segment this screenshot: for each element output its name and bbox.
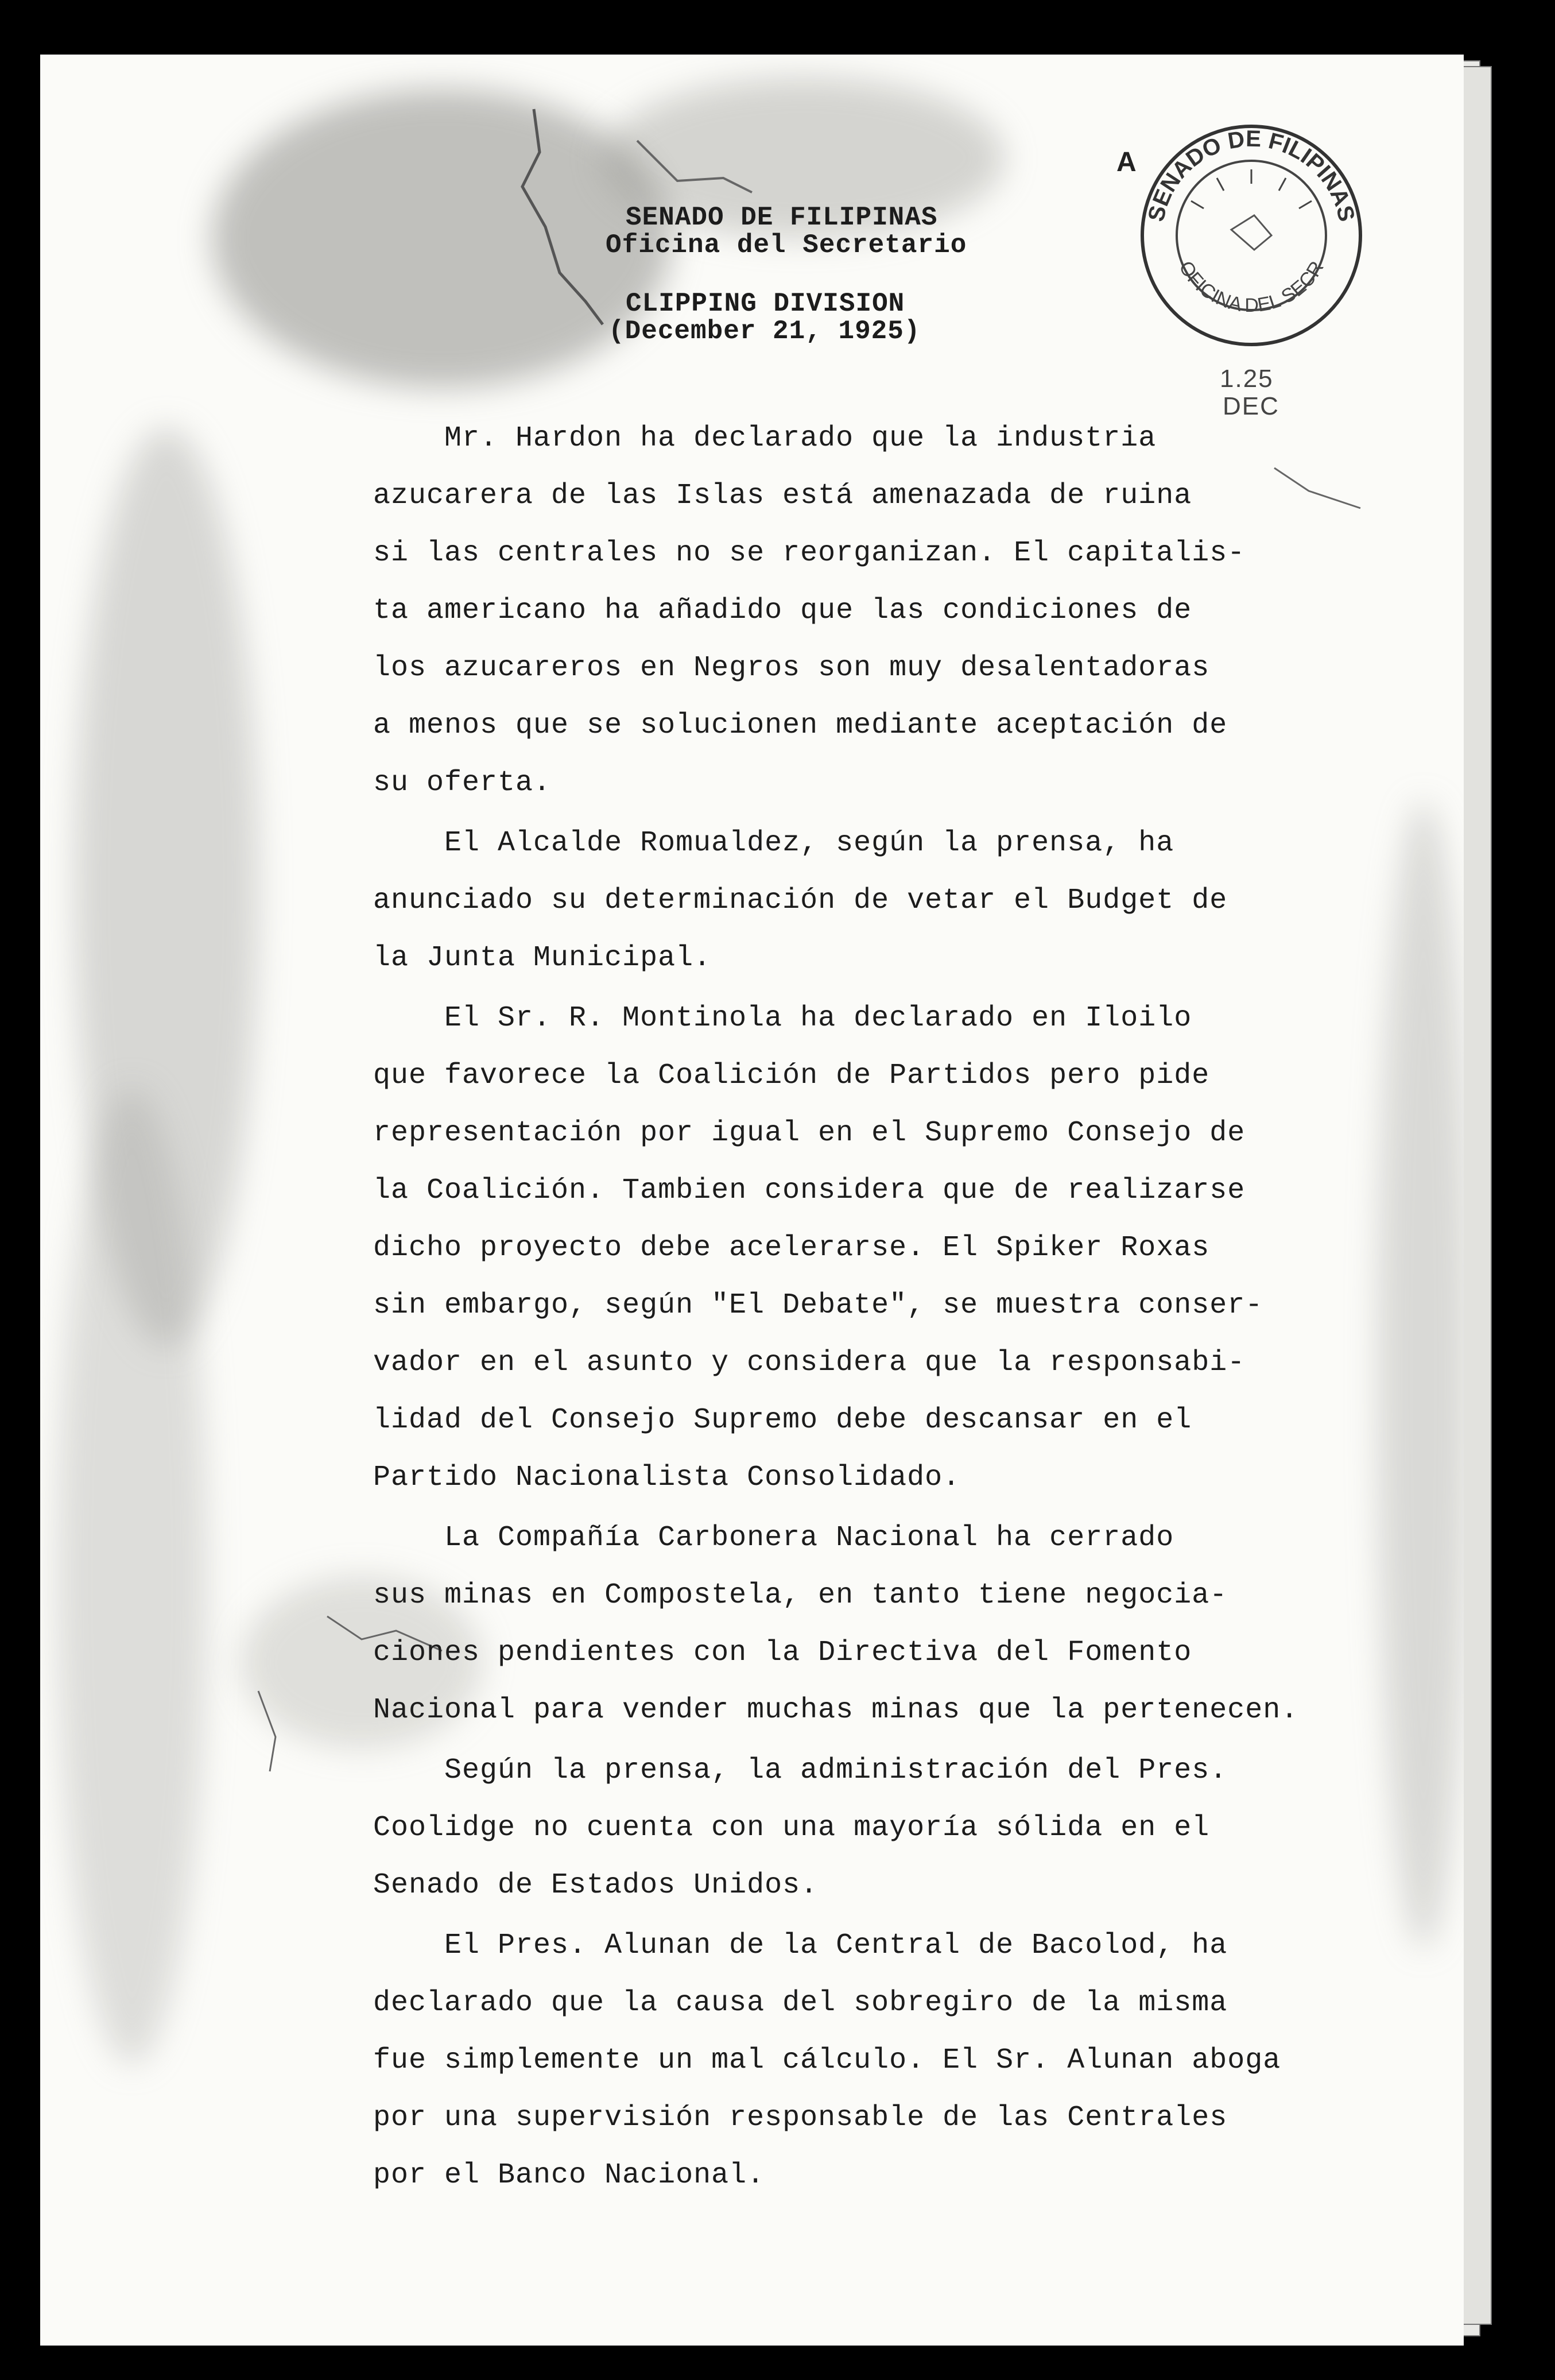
header-date: (December 21, 1925) <box>608 316 921 346</box>
text-line: que favorece la Coalición de Partidos pero pide <box>373 1059 1210 1092</box>
text-line: la Coalición. Tambien considera que de realizarse <box>373 1174 1246 1207</box>
text-line: dicho proyecto debe acelerarse. El Spiker Roxas <box>373 1232 1210 1264</box>
text-line: a menos que se solucionen mediante aceptación de <box>373 709 1228 742</box>
stamp-date-month: DEC <box>1223 392 1279 420</box>
receipt-stamp <box>1131 115 1372 356</box>
stamp-date-year: 1.25 <box>1220 365 1274 393</box>
text-line: por una supervisión responsable de las Centrales <box>373 2102 1228 2134</box>
paper-sheet <box>40 55 1464 2346</box>
text-line: si las centrales no se reorganizan. El capitalis- <box>373 537 1246 570</box>
paper-stain <box>75 428 258 1346</box>
text-line: ciones pendientes con la Directiva del Fomento <box>373 1636 1192 1669</box>
text-line: La Compañía Carbonera Nacional ha cerrado <box>373 1522 1174 1554</box>
text-line: Coolidge no cuenta con una mayoría sólida en el <box>373 1812 1210 1844</box>
header-org-line1: SENADO DE FILIPINAS <box>626 203 938 233</box>
svg-text:OFICINA DEL SECR <box>1174 257 1328 316</box>
header-division: CLIPPING DIVISION <box>626 289 905 319</box>
paper-stain <box>57 1088 207 2064</box>
text-line: lidad del Consejo Supremo debe descansar en el <box>373 1404 1192 1437</box>
text-line: El Pres. Alunan de la Central de Bacolod, ha <box>373 1929 1228 1962</box>
text-line: los azucareros en Negros son muy desalentadoras <box>373 652 1210 684</box>
text-line: El Sr. R. Montinola ha declarado en Iloilo <box>373 1002 1192 1035</box>
text-line: azucarera de las Islas está amenazada de ruina <box>373 479 1192 512</box>
text-line: Partido Nacionalista Consolidado. <box>373 1461 961 1494</box>
text-line: Mr. Hardon ha declarado que la industria <box>373 422 1157 455</box>
text-line: El Alcalde Romualdez, según la prensa, ha <box>373 827 1174 860</box>
stamp-ring-top: SENADO DE FILIPINAS <box>1143 126 1360 224</box>
text-line: Según la prensa, la administración del Pres. <box>373 1754 1228 1787</box>
text-line: sin embargo, según "El Debate", se muestra conser- <box>373 1289 1263 1322</box>
text-line: fue simplemente un mal cálculo. El Sr. Alunan aboga <box>373 2044 1281 2077</box>
paper-stain <box>1378 801 1464 1949</box>
text-line: Senado de Estados Unidos. <box>373 1869 819 1902</box>
text-line: Nacional para vender muchas minas que la pertenecen. <box>373 1694 1299 1727</box>
text-line: anunciado su determinación de vetar el Budget de <box>373 884 1228 917</box>
header-org-line2: Oficina del Secretario <box>606 230 967 260</box>
corner-mark: A <box>1116 147 1137 177</box>
paper-stain <box>212 89 672 388</box>
stamp-ring-bottom: OFICINA DEL SECR <box>1174 257 1328 316</box>
text-line: por el Banco Nacional. <box>373 2159 765 2192</box>
text-line: su oferta. <box>373 767 552 799</box>
text-line: sus minas en Compostela, en tanto tiene negocia- <box>373 1579 1228 1612</box>
text-line: ta americano ha añadido que las condiciones de <box>373 594 1192 627</box>
text-line: representación por igual en el Supremo Consejo de <box>373 1117 1246 1150</box>
text-line: la Junta Municipal. <box>373 942 712 974</box>
text-line: declarado que la causa del sobregiro de la misma <box>373 1987 1228 2019</box>
text-line: vador en el asunto y considera que la responsabi- <box>373 1346 1246 1379</box>
